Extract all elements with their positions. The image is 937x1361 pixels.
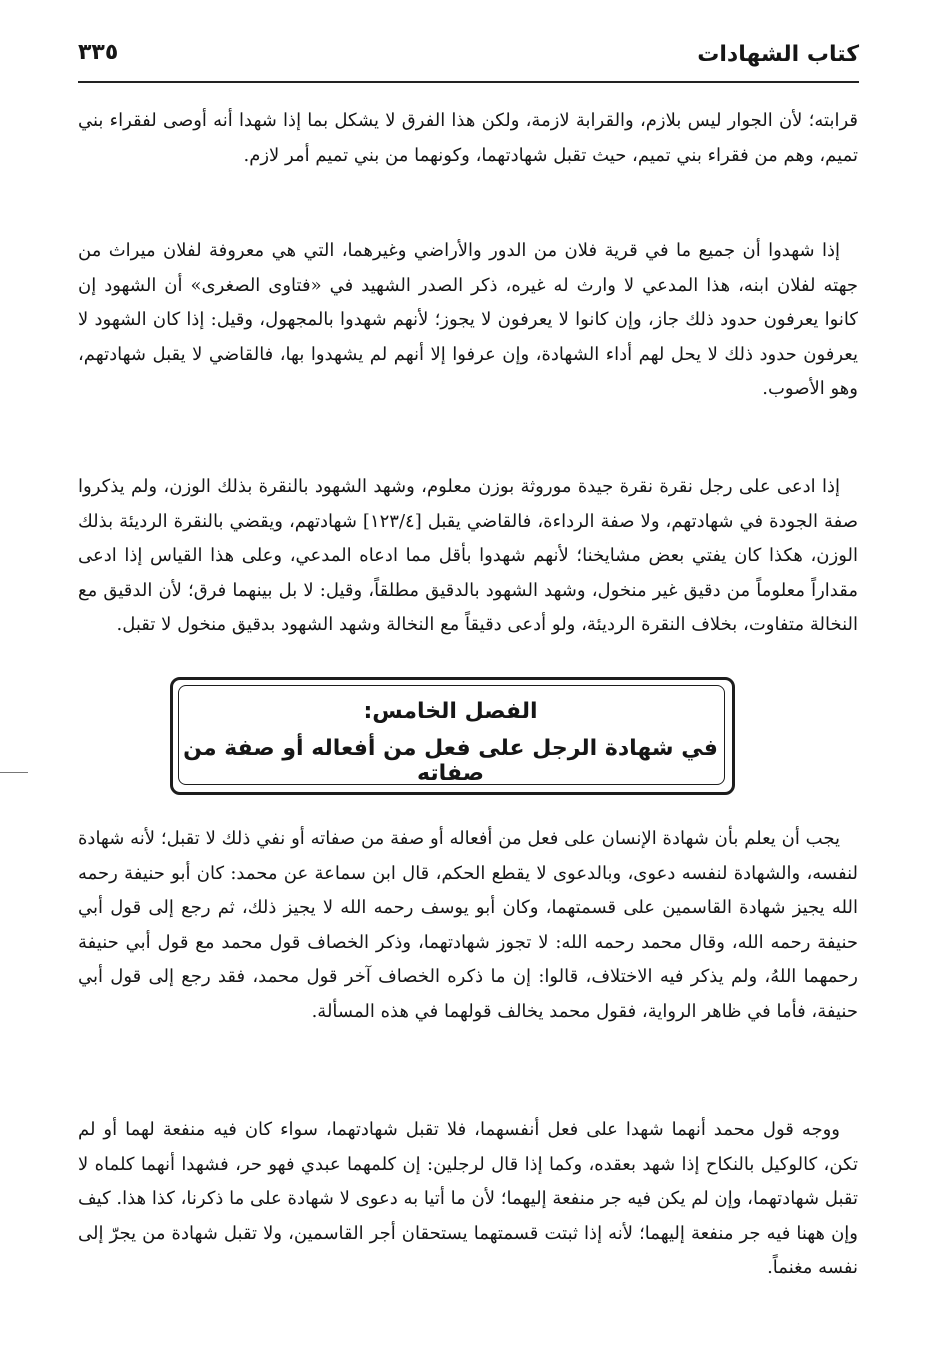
paragraph-1: قرابته؛ لأن الجوار ليس بلازم، والقرابة لازمة، ولكن هذا الفرق لا يشكل بما إذا شهدا أنه أوصى لفقراء بني تميم، وهم من فقراء بني تميم، حيث تقبل شهادتهما، وكونهما من بني تميم أمر لازم.	[78, 110, 858, 166]
paragraph-3: إذا ادعى على رجل نقرة نقرة جيدة موروثة بوزن معلوم، وشهد الشهود بالنقرة بذلك الوزن، ولم يذكروا صفة الجودة في شهادتهم، ولا صفة الرداءة، فالقاضي يقبل [١٢٣/٤] شهادتهم، ويقضي بالنقرة الرديئة بذلك الوزن، هكذا كان يفتي بعض مشايخنا؛ لأنهم شهدوا بأقل مما ادعاه المدعي، وعلى هذا القياس إذا ادعى مقداراً معلوماً من دقيق غير منخول، وشهد الشهود بالدقيق مطلقاً، وقيل: لا بل بينهما فرق؛ لأن الدقيق مع النخالة متفاوت، بخلاف النقرة الرديئة، ولو أدعى دقيقاً مع النخالة وشهد الشهود بدقيق منخول لا تقبل.	[78, 476, 858, 636]
section-heading: الفصل الخامس:	[363, 699, 538, 724]
margin-tick-mark	[0, 772, 28, 773]
paragraph-2: إذا شهدوا أن جميع ما في قرية فلان من الدور والأراضي وغيرهما، التي هي معروفة لفلان ميراث من جهته لفلان ابنه، هذا المدعي لا وارث له غيره، ذكر الصدر الشهيد في «فتاوى الصغرى» أن الشهود إن كانوا يعرفون حدود ذلك جاز، وإن كانوا لا يعرفون لا يجوز؛ لأنهم شهدوا بالمجهول، وقيل: إذا كان الشهود لا يعرفون حدود ذلك لا يحل لهم أداء الشهادة، وإن عرفوا إلا أنهم لم يشهدوا بها، فالقاضي لا يقبل شهادتهم، وهو الأصوب.	[78, 240, 859, 400]
chapter-title: كتاب الشهادات	[697, 42, 859, 67]
page-number: ٣٣٥	[78, 40, 119, 65]
paragraph-5: ووجه قول محمد أنهما شهدا على فعل أنفسهما، فلا تقبل شهادتهما، سواء كان فيه منفعة لهما أو لم تكن، كالوكيل بالنكاح إذا شهد بعقده، وكما إذا قال لرجلين: إن كلمهما عبدي فهو حر، فشهدا أنهما كلماه لا تقبل شهادتهما، وإن لم يكن فيه جر منفعة إليهما؛ لأن ما أتيا به دعوى لا شهادة على ما ذكرنا، كذا هذا. كيف وإن ههنا فيه جر منفعة إليهما؛ لأنه إذا ثبتت قسمتهما يستحقان أجر القاسمين، ولا تقبل شهادة من يجرّ إلى نفسه مغنماً.	[78, 1119, 858, 1279]
header-divider	[78, 81, 859, 83]
page-header	[78, 34, 859, 80]
section-subtitle: في شهادة الرجل على فعل من أفعاله أو صفة من صفاته	[183, 736, 718, 786]
paragraph-4: يجب أن يعلم بأن شهادة الإنسان على فعل من أفعاله أو صفة من صفاته أو نفي ذلك لا تقبل؛ لأنه شهادة لنفسه، والشهادة لنفسه دعوى، وبالدعوى لا يقطع الحكم، قال ابن سماعة عن محمد: كان أبو حنيفة رحمه الله يجيز شهادة القاسمين على قسمتهما، وكان أبو يوسف رحمه الله لا يجيز ذلك، ثم رجع إلى قول أبي حنيفة رحمه الله، وقال محمد رحمه الله: لا تجوز شهادتهما، وذكر الخصاف قول محمد مع قول أبي حنيفة رحمهما اللهُ، ولم يذكر فيه الاختلاف، قالوا: إن ما ذكره الخصاف آخر قول محمد، فقد رجع إلى قول أبي حنيفة، فأما في ظاهر الرواية، فقول محمد يخالف قولهما في هذه المسألة.	[78, 828, 858, 1022]
section-heading-box	[178, 685, 723, 786]
